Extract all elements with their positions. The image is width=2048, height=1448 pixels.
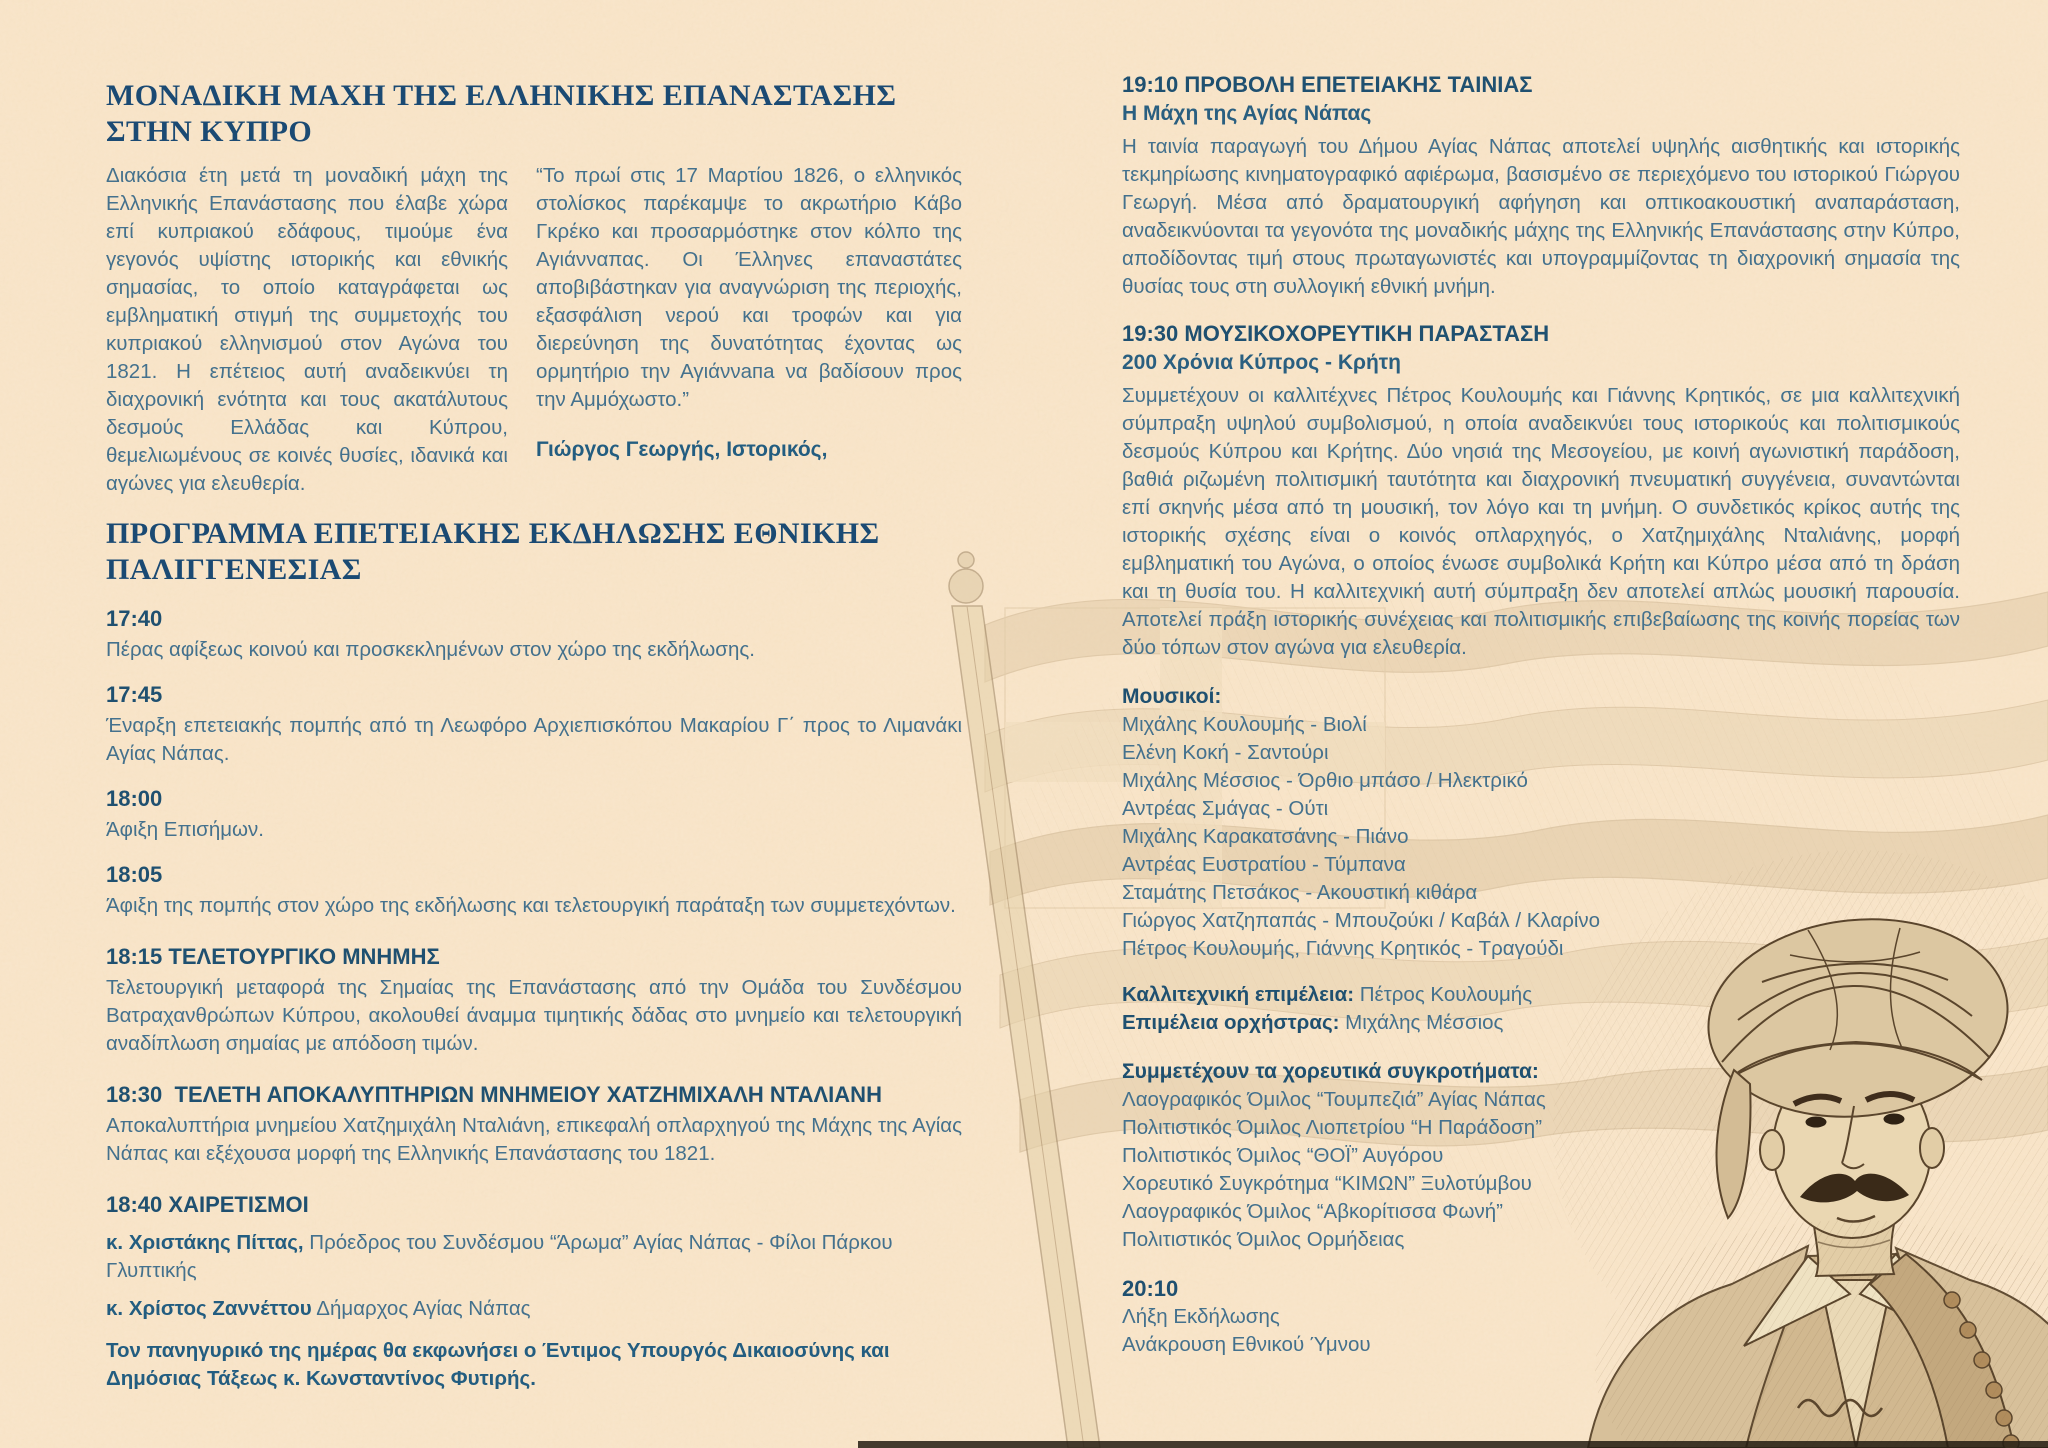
- section-body: Η ταινία παραγωγή του Δήμου Αγίας Νάπας αποτελεί υψηλής αισθητικής και ιστορικής τεκμηρίωσης κινηματογραφικό αφιέρωμα, βασισμένο σε περιεχόμενο του ιστορικού Γιώργου Γεωργή. Μέσα από δραματουργική αφήγηση και οπτικοακουστική αναπαράσταση, αναδεικνύονται τα γεγονότα της μοναδικής μάχης της Ελληνικής Επανάστασης στην Κύπρο, αποδίδοντας τιμή στους πρωταγωνιστές και υπογραμμίζοντας τη διαχρονική σημασία της θυσίας τους στη συλλογική εθνική μνήμη.: [1122, 135, 1960, 298]
- dance-groups-list: [1122, 1086, 1960, 1254]
- musician-line: Μιχάλης Μέσσιος - Όρθιο μπάσο / Ηλεκτρικό: [1122, 769, 1528, 792]
- musician-line: Σταμάτης Πετσάκος - Ακουστική κιθάρα: [1122, 881, 1478, 904]
- musicians-list: [1122, 711, 1960, 963]
- credit-line: [1122, 981, 1960, 1009]
- closing-time: 20:10: [1122, 1276, 1179, 1301]
- program-body: Έναρξη επετειακής πομπής από τη Λεωφόρο Αρχιεπισκόπου Μακαρίου Γ΄ προς το Λιμανάκι Αγίας Νάπας.: [106, 714, 962, 765]
- greeting-line: [106, 1295, 962, 1323]
- closing-lines: [1122, 1303, 1960, 1359]
- photo-bottom-edge: [858, 1441, 2048, 1448]
- program-item: [106, 604, 962, 664]
- speaker-role: Πρόεδρος του Συνδέσμου “Άρωμα” Αγίας Νάπας - Φίλοι Πάρκου Γλυπτικής: [106, 1231, 893, 1282]
- credits-block: [1122, 981, 1960, 1037]
- historian-quote-block: [536, 162, 962, 498]
- dance-group-line: Χορευτικό Συγκρότημα “ΚΙΜΩΝ” Ξυλοτύμβου: [1122, 1172, 1532, 1195]
- closing-line: Ανάκρουση Εθνικού Ύμνου: [1122, 1333, 1371, 1356]
- credit-label: Καλλιτεχνική επιμέλεια:: [1122, 983, 1355, 1006]
- speaker-name: κ. Χριστάκης Πίττας,: [106, 1231, 304, 1254]
- closing-block: [1122, 1274, 1960, 1359]
- program-time: 18:05: [106, 862, 163, 887]
- right-page: [1122, 70, 1960, 1359]
- section-subtitle: 200 Χρόνια Κύπρος - Κρήτη: [1122, 351, 1402, 374]
- program-time-title: 18:15 ΤΕΛΕΤΟΥΡΓΙΚΟ ΜΝΗΜΗΣ: [106, 944, 440, 969]
- speaker-role: Δήμαρχος Αγίας Νάπας: [316, 1297, 531, 1320]
- credit-label: Επιμέλεια ορχήστρας:: [1122, 1011, 1340, 1034]
- program-item: [106, 1190, 962, 1219]
- greeting-line: [106, 1229, 962, 1285]
- program-time-title: 18:30 ΤΕΛΕΤΗ ΑΠΟΚΑΛΥΠΤΗΡΙΩΝ ΜΝΗΜΕΙΟΥ ΧΑΤΖΗΜΙΧΑΛΗ ΝΤΑΛΙΑΝΗ: [106, 1082, 882, 1107]
- musician-line: Αντρέας Ευστρατίου - Τύμπανα: [1122, 853, 1406, 876]
- program-title: ΠΡΟΓΡΑΜΜΑ ΕΠΕΤΕΙΑΚΗΣ ΕΚΔΗΛΩΣΗΣ ΕΘΝΙΚΗΣ ΠΑΛΙΓΓΕΝΕΣΙΑΣ: [106, 517, 880, 586]
- left-page: [106, 78, 962, 1393]
- intro-paragraph: Διακόσια έτη μετά τη μοναδική μάχη της Ελληνικής Επανάστασης που έλαβε χώρα επί κυπριακού εδάφους, τιμούμε ένα γεγονός υψίστης ιστορικής και εθνικής σημασίας, το οποίο καταγράφεται ως εμβληματική στιγμή της συμμετοχής του κυπριακού ελληνισμού στον Αγώνα του 1821. Η επέτειος αυτή αναδεικνύει τη διαχρονική ενότητα και τους ακατάλυτους δεσμούς Ελλάδας και Κύπρου, θεμελιωμένους σε κοινές θυσίες, ιδανικά και αγώνες για ελευθερία.: [106, 164, 508, 495]
- dance-groups-label: Συμμετέχουν τα χορευτικά συγκροτήματα:: [1122, 1060, 1539, 1083]
- musicians-block: [1122, 682, 1960, 963]
- credit-value: Πέτρος Κουλουμής: [1359, 983, 1533, 1006]
- section-time-title: 19:30 ΜΟΥΣΙΚΟΧΟΡΕΥΤΙΚΗ ΠΑΡΑΣΤΑΣΗ: [1122, 321, 1550, 346]
- speaker-name: κ. Χρίστος Ζαννέττου: [106, 1297, 312, 1320]
- program-item: [106, 680, 962, 768]
- event-section: [1122, 70, 1960, 301]
- program-item: [106, 1080, 962, 1168]
- musician-line: Πέτρος Κουλουμής, Γιάννης Κρητικός - Τραγούδι: [1122, 937, 1564, 960]
- program-item: [106, 942, 962, 1058]
- program-time: 18:00: [106, 786, 163, 811]
- credit-value: Μιχάλης Μέσσιος: [1345, 1011, 1504, 1034]
- program-body: Άφιξη της πομπής στον χώρο της εκδήλωσης και τελετουργική παράταξη των συμμετεχόντων.: [106, 894, 956, 917]
- event-section: [1122, 319, 1960, 662]
- keynote-announcement: Τον πανηγυρικό της ημέρας θα εκφωνήσει ο Έντιμος Υπουργός Δικαιοσύνης και Δημόσιας Τάξεως κ. Κωνσταντίνος Φυτιρής.: [106, 1339, 890, 1390]
- quote-attribution: Γιώργος Γεωργής, Ιστορικός,: [536, 438, 828, 461]
- section-body: Συμμετέχουν οι καλλιτέχνες Πέτρος Κουλουμής και Γιάννης Κρητικός, σε μια καλλιτεχνική σύμπραξη υψηλού συμβολισμού, η οποία αναδεικνύει τους ιστορικούς και πολιτισμικούς δεσμούς Κύπρου και Κρήτης. Δύο νησιά της Μεσογείου, με κοινή αγωνιστική παράδοση, βαθιά ριζωμένη πολιτισμική ταυτότητα και διαχρονική πνευματική συγγένεια, συναντώνται επί σκηνής μέσα από τη μουσική, τον λόγο και τη μνήμη. Ο συνδετικός κρίκος αυτής της ιστορικής σχέσης είναι ο κοινός οπλαρχηγός, ο Χατζημιχάλης Νταλιάνης, μορφή εμβληματική του Αγώνα, ο οποίος ένωσε συμβολικά Κρήτη και Κύπρο μέσα από τη δράση και τη θυσία του. Η καλλιτεχνική αυτή σύμπραξη δεν αποτελεί απλώς μουσική παρουσία. Αποτελεί πράξη ιστορικής συνέχειας και πολιτισμικής επιβεβαίωσης της κοινής πορείας των δύο τόπων στον αγώνα για ελευθερία.: [1122, 384, 1960, 659]
- program-time: 17:40: [106, 606, 163, 631]
- historian-quote: “Το πρωί στις 17 Μαρτίου 1826, ο ελληνικός στολίσκος παρέκαμψε το ακρωτήριο Κάβο Γκρέκο και προσαρμόστηκε στον κόλπο της Αγιάνναπας. Οι Έλληνες επαναστάτες αποβιβάστηκαν για αναγνώριση της περιοχής, εξασφάλιση νερού και τροφών και για διερεύνηση της δυνατότητας έχοντας ως ορμητήριο την Αγιάννапа να βαδίσουν προς την Αμμόχωστο.”: [536, 164, 962, 411]
- dance-group-line: Λαογραφικός Όμιλος “Τουμπεζιά” Αγίας Νάπας: [1122, 1088, 1546, 1111]
- program-time: 17:45: [106, 682, 163, 707]
- credit-line: [1122, 1009, 1960, 1037]
- dance-group-line: Λαογραφικός Όμιλος “Αβκορίτισσα Φωνή”: [1122, 1200, 1503, 1223]
- closing-line: Λήξη Εκδήλωσης: [1122, 1305, 1280, 1328]
- program-time-title: 18:40 ΧΑΙΡΕΤΙΣΜΟΙ: [106, 1192, 309, 1217]
- program-item: [106, 784, 962, 844]
- program-body: Αποκαλυπτήρια μνημείου Χατζημιχάλη Νταλιάνη, επικεφαλή οπλαρχηγού της Μάχης της Αγίας Νάπας και εξέχουσα μορφή της Ελληνικής Επανάστασης του 1821.: [106, 1114, 962, 1165]
- program-item: [106, 860, 962, 920]
- dance-group-line: Πολιτιστικός Όμιλος Ορμήδειας: [1122, 1228, 1405, 1251]
- musician-line: Μιχάλης Κουλουμής - Βιολί: [1122, 713, 1367, 736]
- intro-columns: [106, 162, 962, 498]
- program-body: Πέρας αφίξεως κοινού και προσκεκλημένων στον χώρο της εκδήλωσης.: [106, 638, 755, 661]
- musician-line: Μιχάλης Καρακατσάνης - Πιάνο: [1122, 825, 1409, 848]
- section-time-title: 19:10 ΠΡΟΒΟΛΗ ΕΠΕΤΕΙΑΚΗΣ ΤΑΙΝΙΑΣ: [1122, 72, 1533, 97]
- page-title: ΜΟΝΑΔΙΚΗ ΜΑΧΗ ΤΗΣ ΕΛΛΗΝΙΚΗΣ ΕΠΑΝΑΣΤΑΣΗΣ ΣΤΗΝ ΚΥΠΡΟ: [106, 79, 897, 148]
- dance-groups-block: [1122, 1057, 1960, 1254]
- musicians-label: Μουσικοί:: [1122, 685, 1222, 708]
- program-body: Άφιξη Επισήμων.: [106, 818, 264, 841]
- musician-line: Γιώργος Χατζηπαπάς - Μπουζούκι / Καβάλ / Κλαρίνο: [1122, 909, 1601, 932]
- program-body: Τελετουργική μεταφορά της Σημαίας της Επανάστασης από την Ομάδα του Συνδέσμου Βατραχανθρώπων Κύπρου, ακολουθεί άναμμα τιμητικής δάδας στο μνημείο και τελετουργική αναδίπλωση σημαίας με απόδοση τιμών.: [106, 976, 962, 1055]
- dance-group-line: Πολιτιστικός Όμιλος Λιοπετρίου “Η Παράδοση”: [1122, 1116, 1543, 1139]
- musician-line: Ελένη Κοκή - Σαντούρι: [1122, 741, 1329, 764]
- dance-group-line: Πολιτιστικός Όμιλος “ΘΟΪ” Αυγόρου: [1122, 1144, 1444, 1167]
- section-subtitle: Η Μάχη της Αγίας Νάπας: [1122, 102, 1372, 125]
- musician-line: Αντρέας Σμάγας - Ούτι: [1122, 797, 1329, 820]
